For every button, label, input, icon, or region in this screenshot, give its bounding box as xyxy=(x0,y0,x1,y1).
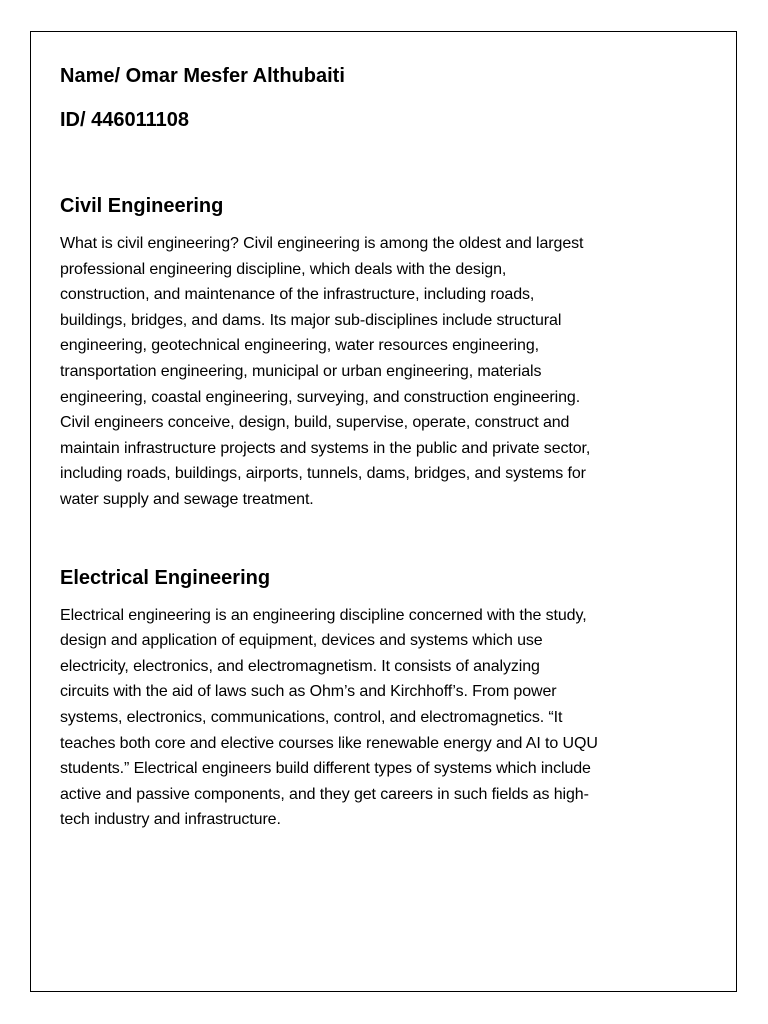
student-name: Name/ Omar Mesfer Althubaiti xyxy=(60,65,345,87)
electrical-engineering-heading: Electrical Engineering xyxy=(60,566,271,589)
document-content xyxy=(60,64,650,833)
civil-engineering-heading: Civil Engineering xyxy=(60,195,224,217)
civil-engineering-paragraph: What is civil engineering? Civil engineering is among the oldest and largest professional engineering discipline, which deals with the design, construction, and maintenance of the infrastructure, including roads, buildings, bridges, and dams. Its major sub-disciplines include structural engineering, geotechnical engineering, water resources engineering, transportation engineering, municipal or urban engineering, materials engineering, coastal engineering, surveying, and construction engineering. Civil engineers conceive, design, build, supervise, operate, construct and maintain infrastructure projects and systems in the public and private sector, including roads, buildings, airports, tunnels, dams, bridges, and systems for water supply and sewage treatment. xyxy=(60,235,591,508)
student-id: ID/ 446011108 xyxy=(60,109,190,131)
electrical-engineering-paragraph: Electrical engineering is an engineering discipline concerned with the study, design and application of equipment, devices and systems which use electricity, electronics, and electromagnetism. It consists of analyzing circuits with the aid of laws such as Ohm’s and Kirchhoff’s. From power systems, electronics, communications, control, and electromagnetics. “It teaches both core and elective courses like renewable energy and AI to UQU students.” Electrical engineers build different types of systems which include active and passive components, and they get careers in such fields as high- tech industry and infrastructure. xyxy=(60,606,598,829)
